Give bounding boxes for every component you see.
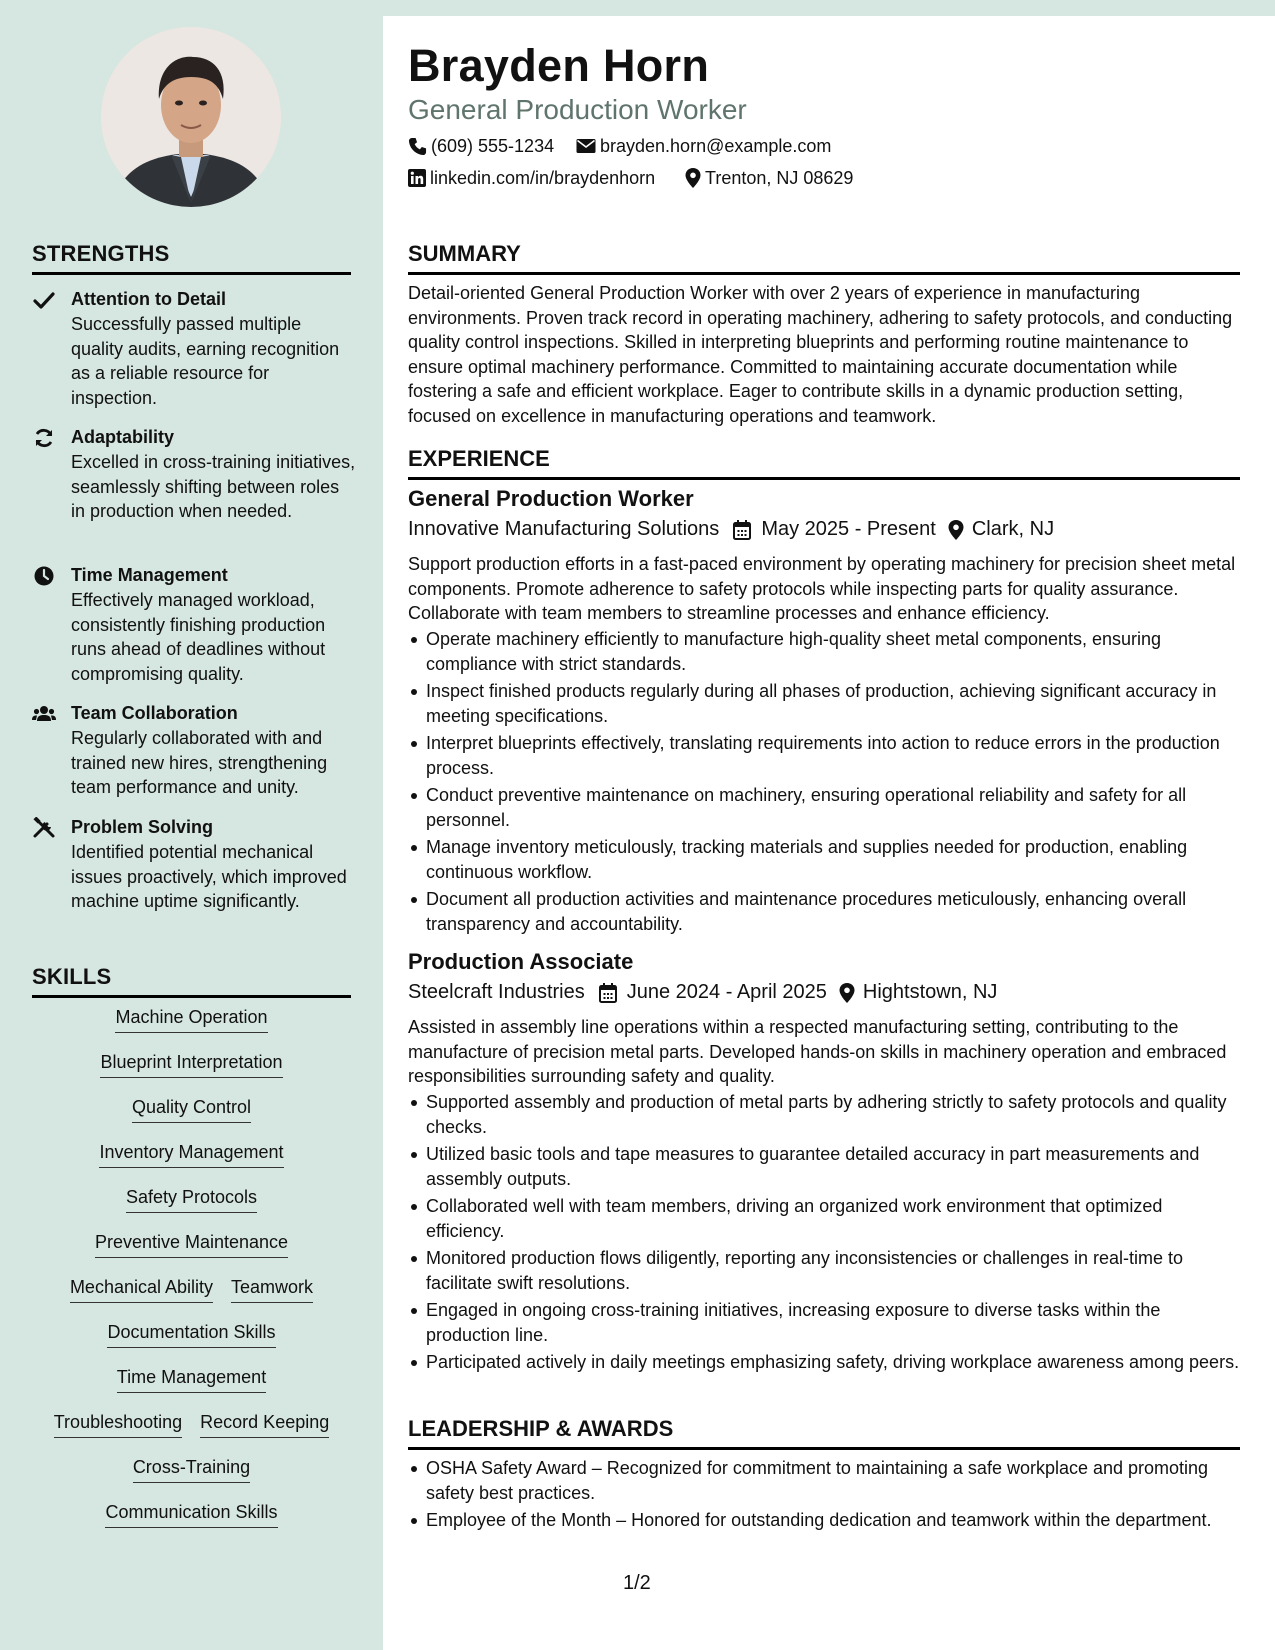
list-item: Document all production activities and maintenance procedures meticulously, enhancing overall transparency and accountability. — [408, 887, 1244, 936]
strength-title: Adaptability — [71, 427, 175, 447]
job-meta — [408, 981, 997, 1004]
skill-tag: Machine Operation — [115, 1006, 267, 1033]
strength-title: Team Collaboration — [71, 703, 238, 723]
map-pin-icon — [839, 983, 855, 1003]
skill-tag: Troubleshooting — [54, 1411, 182, 1438]
email-text[interactable]: brayden.horn@example.com — [600, 136, 832, 156]
skill-tag: Time Management — [117, 1366, 266, 1393]
strength-desc: Regularly collaborated with and trained new hires, strengthening team performance and unity. — [71, 728, 328, 797]
users-icon — [32, 703, 56, 725]
calendar-icon — [733, 520, 751, 540]
profile-photo — [101, 27, 281, 207]
refresh-icon — [32, 427, 56, 449]
page-indicator: 1/2 — [623, 1572, 651, 1594]
summary-text: Detail-oriented General Production Worker with over 2 years of experience in manufacturing environments. Proven track record in operating machinery, adhering to safety protocols, and conducting quality control inspections. Skilled in interpreting blueprints and performing routine maintenance to ensure optimal machinery performance. Committed to maintaining accurate documentation while fostering a safe and efficient workplace. Eager to contribute skills in a dynamic production setting, focused on excellence in manufacturing operations and teamwork. — [408, 283, 1233, 426]
strengths-heading: STRENGTHS — [32, 241, 351, 275]
skill-tag: Preventive Maintenance — [95, 1231, 288, 1258]
linkedin-text[interactable]: linkedin.com/in/braydenhorn — [430, 168, 656, 188]
skills-heading: SKILLS — [32, 964, 351, 998]
skill-tag: Mechanical Ability — [70, 1276, 213, 1303]
job-location: Hightstown, NJ — [862, 981, 998, 1003]
job-bullets — [408, 1090, 1244, 1378]
strength-title: Attention to Detail — [71, 289, 226, 309]
skill-tag: Teamwork — [231, 1276, 313, 1303]
list-item: Conduct preventive maintenance on machinery, ensuring operational reliability and safety for all personnel. — [408, 783, 1244, 832]
skill-tag: Communication Skills — [105, 1501, 277, 1528]
list-item: Interpret blueprints effectively, translating requirements into action to reduce errors in the production process. — [408, 731, 1244, 780]
linkedin-icon — [408, 169, 426, 187]
job-title: General Production Worker — [408, 486, 694, 511]
strength-desc: Successfully passed multiple quality audits, earning recognition as a reliable resource for inspection. — [71, 314, 340, 408]
summary-heading: SUMMARY — [408, 241, 1240, 275]
list-item: Inspect finished products regularly during all phases of production, achieving significant accuracy in meeting specifications. — [408, 679, 1244, 728]
list-item: Supported assembly and production of metal parts by adhering strictly to safety protocols and quality checks. — [408, 1090, 1244, 1139]
skill-tag: Blueprint Interpretation — [100, 1051, 282, 1078]
skill-tag: Record Keeping — [200, 1411, 329, 1438]
skills-list — [32, 1006, 351, 1546]
job-meta — [408, 518, 1054, 541]
job-location: Clark, NJ — [971, 518, 1055, 540]
list-item: Employee of the Month – Honored for outstanding dedication and teamwork within the department. — [408, 1508, 1244, 1533]
skill-tag: Safety Protocols — [126, 1186, 257, 1213]
awards-heading: LEADERSHIP & AWARDS — [408, 1416, 1240, 1450]
skill-tag: Cross-Training — [133, 1456, 250, 1483]
contact-linkedin[interactable] — [408, 167, 655, 189]
job-company: Steelcraft Industries — [408, 981, 585, 1003]
experience-heading: EXPERIENCE — [408, 446, 1240, 480]
contact-phone — [408, 135, 554, 157]
list-item: Manage inventory meticulously, tracking materials and supplies needed for production, enabling continuous workflow. — [408, 835, 1244, 884]
job-dates: May 2025 - Present — [761, 518, 936, 540]
location-text: Trenton, NJ 08629 — [705, 168, 854, 188]
list-item: Utilized basic tools and tape measures to guarantee detailed accuracy in part measurements and assembly outputs. — [408, 1142, 1244, 1191]
job-title: Production Associate — [408, 949, 634, 974]
map-pin-icon — [948, 520, 964, 540]
job-description: Support production efforts in a fast-paced environment by operating machinery for precision sheet metal components. Promote adherence to safety protocols while inspecting parts for quality assurance. Collaborate with team members to streamline processes and enhance efficiency. — [408, 554, 1236, 624]
list-item: Monitored production flows diligently, reporting any inconsistencies or challenges in real-time to facilitate swift resolutions. — [408, 1246, 1244, 1295]
phone-text: (609) 555-1234 — [431, 136, 555, 156]
skill-tag: Inventory Management — [99, 1141, 283, 1168]
strength-desc: Identified potential mechanical issues proactively, which improved machine uptime significantly. — [71, 842, 347, 911]
map-pin-icon — [685, 168, 701, 188]
skill-tag: Documentation Skills — [107, 1321, 275, 1348]
job-description: Assisted in assembly line operations within a respected manufacturing setting, contributing to the manufacture of precision metal parts. Developed hands-on skills in machinery operation and embraced responsibilities surrounding safety and quality. — [408, 1017, 1227, 1087]
tools-icon — [32, 817, 56, 839]
clock-icon — [32, 565, 56, 587]
contact-email[interactable] — [576, 135, 831, 157]
header-band — [383, 0, 1275, 16]
strength-desc: Effectively managed workload, consistently finishing production runs ahead of deadlines without compromising quality. — [71, 590, 326, 684]
contact-location — [685, 167, 853, 189]
candidate-role: General Production Worker — [408, 94, 747, 125]
job-dates: June 2024 - April 2025 — [626, 981, 827, 1003]
strength-title: Time Management — [71, 565, 228, 585]
list-item: OSHA Safety Award – Recognized for commitment to maintaining a safe workplace and promoting safety best practices. — [408, 1456, 1244, 1505]
calendar-icon — [599, 983, 617, 1003]
list-item: Participated actively in daily meetings emphasizing safety, driving workplace awareness among peers. — [408, 1350, 1244, 1375]
envelope-icon — [576, 138, 596, 154]
list-item: Collaborated well with team members, driving an organized work environment that optimized efficiency. — [408, 1194, 1244, 1243]
list-item: Operate machinery efficiently to manufacture high-quality sheet metal components, ensuring compliance with strict standards. — [408, 627, 1244, 676]
strength-desc: Excelled in cross-training initiatives, seamlessly shifting between roles in production when needed. — [71, 452, 356, 521]
phone-icon — [408, 137, 427, 156]
job-company: Innovative Manufacturing Solutions — [408, 518, 720, 540]
skill-tag: Quality Control — [132, 1096, 251, 1123]
candidate-name: Brayden Horn — [408, 40, 710, 91]
strength-title: Problem Solving — [71, 817, 214, 837]
job-bullets — [408, 627, 1244, 939]
check-icon — [32, 289, 56, 311]
list-item: Engaged in ongoing cross-training initiatives, increasing exposure to diverse tasks within the production line. — [408, 1298, 1244, 1347]
awards-list — [408, 1456, 1244, 1536]
